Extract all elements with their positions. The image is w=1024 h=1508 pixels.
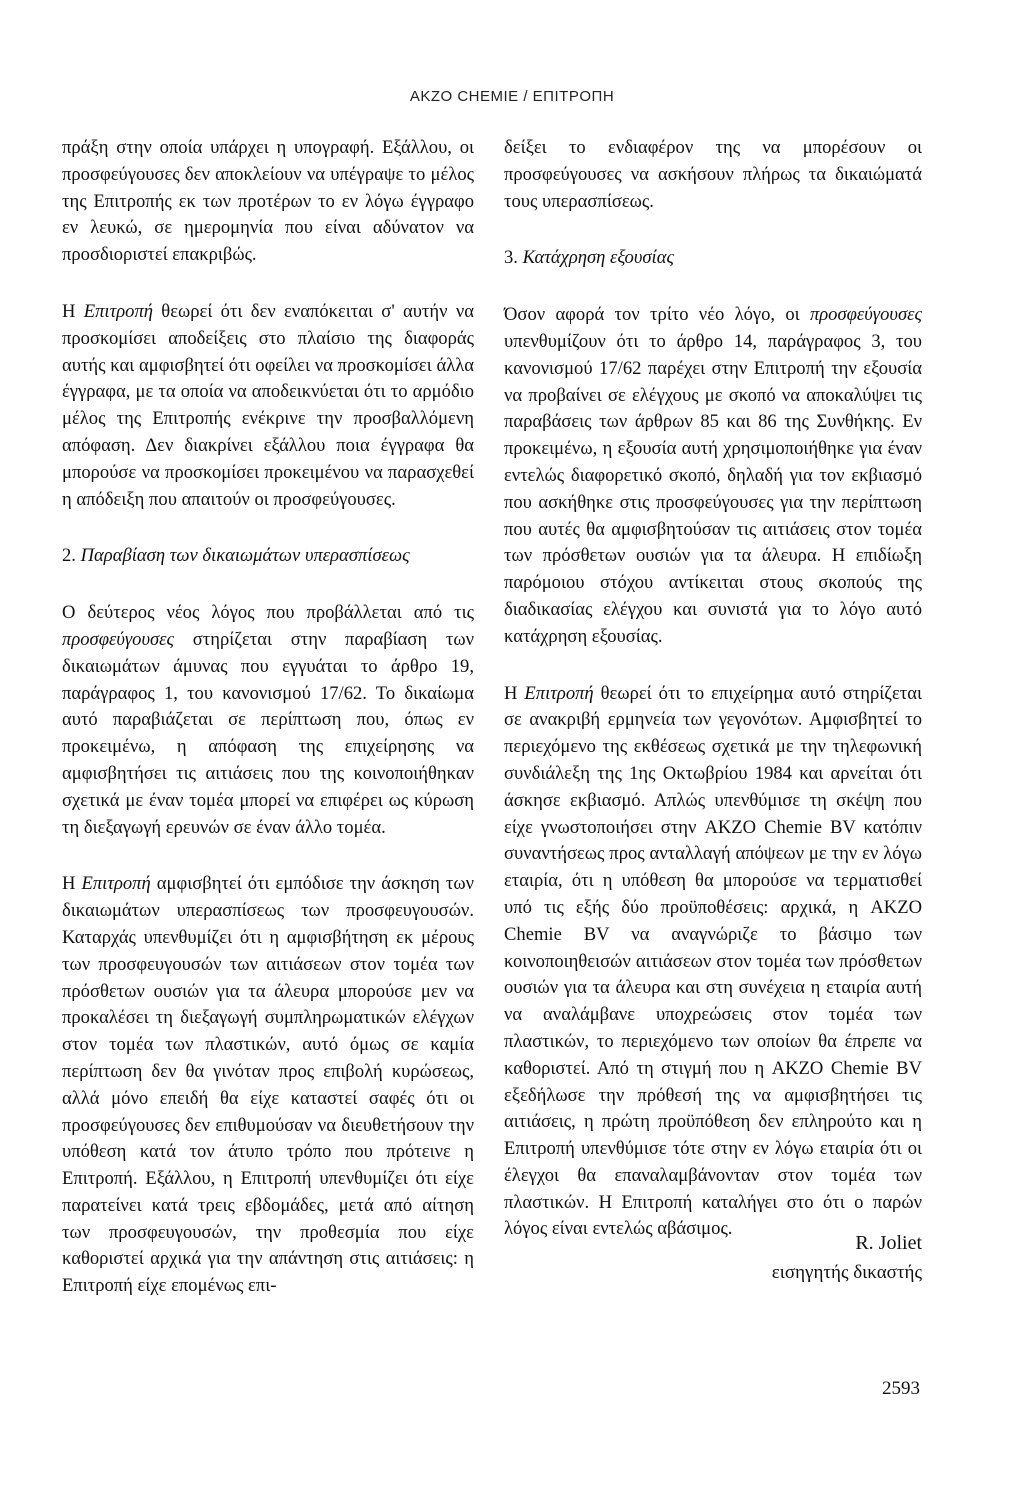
page-number: 2593	[882, 1378, 920, 1399]
paragraph-text: υπενθυμίζουν ότι το άρθρο 14, παράγραφος 3, του κανονισμού 17/62 παρέχει στην Επιτροπή την εξουσία να προβαίνει σε ελέγχους με σκοπό να αποκαλύψει τις παραβάσεις των άρθρων 85 και 86 της Συνθήκης. Εν προκειμένω, η εξουσία αυτή χρησιμοποιήθηκε για έναν εντελώς διαφορετικό σκοπό, δηλαδή για τον εκβιασμό που ασκήθηκε στις προσφεύγουσες για την περίπτωση που αυτές θα αμφισβητούσαν τις αιτιάσεις στον τομέα των πρόσθετων ουσιών για τα άλευρα. Η επιδίωξη παρόμοιου στόχου αντίκειται στους σκοπούς της διαδικασίας ελέγχου και συνιστά για το λόγο αυτό κατάχρηση εξουσίας.	[504, 330, 922, 647]
section-heading	[504, 245, 922, 272]
paragraph: δείξει το ενδιαφέρον της να μπορέσουν οι προσφεύγουσες να ασκήσουν πλήρως τα δικαιώματά τους υπερασπίσεως.	[504, 137, 922, 212]
emphasized-term: προσφεύγουσες	[809, 304, 922, 326]
paragraph	[62, 600, 474, 841]
emphasized-term: Επιτροπή	[524, 682, 594, 704]
left-column	[62, 135, 474, 1330]
paragraph: πράξη στην οποία υπάρχει η υπογραφή. Εξάλλου, οι προσφεύγουσες δεν αποκλείουν να υπέγραψε το μέλος της Επιτροπής εκ των προτέρων το εν λόγω έγγραφο εν λευκώ, σε ημερομηνία που είναι αδύνατον να προσδιοριστεί επακριβώς.	[62, 137, 474, 266]
paragraph-text: θεωρεί ότι το επιχείρημα αυτό στηρίζεται σε ανακριβή ερμηνεία των γεγονότων. Αμφισβητεί το περιεχόμενο της εκθέσεως σχετικά με την τηλεφωνική συνδιάλεξη της 1ης Οκτωβρίου 1984 και αρνείται ότι άσκησε εκβιασμό. Απλώς υπενθύμισε τη σκέψη που είχε γνωστοποιήσει στην AKZO Chemie BV κατόπιν συναντήσεως προς ανταλλαγή απόψεων με την εν λόγω εταιρία, ότι η υπόθεση θα μπορούσε να τερματισθεί υπό τις εξής δύο προϋποθέσεις: αρχικά, η AKZO Chemie BV να αναγνώριζε το βάσιμο των κοινοποιηθεισών αιτιάσεων στον τομέα των πρόσθετων ουσιών για τα άλευρα και στη συνέχεια η εταιρία αυτή να αναλάμβανε υποχρεώσεις στον τομέα των πλαστικών, το περιεχόμενο των οποίων θα έπρεπε να καθοριστεί. Από τη στιγμή που η AKZO Chemie BV εξεδήλωσε την πρόθεσή της να αμφισβητήσει τις αιτιάσεις, η πρώτη προϋπόθεση δεν επληρούτο και η Επιτροπή υπενθύμισε τότε στην εν λόγω εταιρία ότι οι έλεγχοι θα επαναλαμβάνονταν στον τομέα των πλαστικών. Η Επιτροπή καταλήγει στο ότι ο παρών λόγος είναι εντελώς αβάσιμος.	[504, 682, 922, 1240]
running-header: AKZO CHEMIE / ΕΠΙΤΡΟΠΗ	[409, 88, 615, 105]
signature-name: R. Joliet	[855, 1232, 922, 1254]
paragraph-text: θεωρεί ότι δεν εναπόκειται σ' αυτήν να προσκομίσει αποδείξεις στο πλαίσιο της διαφοράς αυτής και αμφισβητεί ότι οφείλει να προσκομίσει άλλα έγγραφα, με τα οποία να αποδεικνύεται ότι το αρμόδιο μέλος της Επιτροπής ενέκρινε την προσβαλλόμενη απόφαση. Δεν διακρίνει εξάλλου ποια έγγραφα θα μπορούσε να προσκομίσει προκειμένου να παρασχεθεί η απόδειξη που απαιτούν οι προσφεύγουσες.	[62, 300, 474, 510]
section-number: 2.	[62, 545, 76, 567]
paragraph	[62, 871, 474, 1300]
emphasized-term: προσφεύγουσες	[62, 628, 175, 650]
paragraph-text: αμφισβητεί ότι εμπόδισε την άσκηση των δικαιωμάτων υπερασπίσεως των προσφευγουσών. Καταρχάς υπενθυμίζει ότι η αμφισβήτηση εκ μέρους των προσφευγουσών των αιτιάσεων στον τομέα των πρόσθετων ουσιών για τα άλευρα μπορούσε μεν να προκαλέσει τη διεξαγωγή συμπληρωματικών ελέγχων στον τομέα των πλαστικών, αυτό όμως σε καμία περίπτωση δεν θα γινόταν προς επιβολή κυρώσεως, αλλά μόνο επειδή θα είχε καταστεί σαφές ότι οι προσφεύγουσες δεν επιθυμούσαν να διευθετήσουν την υπόθεση κατά τον άτυπο τρόπο που πρότεινε η Επιτροπή. Εξάλλου, η Επιτροπή υπενθυμίζει ότι είχε παρατείνει κατά τρεις εβδομάδες, μετά από αίτηση των προσφευγουσών, την προθεσμία που είχε καθοριστεί αρχικά για την απάντηση στις αιτιάσεις: η Επιτροπή είχε επομένως επι-	[62, 873, 474, 1297]
right-column	[504, 135, 922, 1273]
section-heading	[62, 543, 474, 570]
signature-block	[772, 1228, 922, 1288]
section-title: Παραβίαση των δικαιωμάτων υπερασπίσεως	[80, 545, 410, 567]
section-number: 3.	[504, 247, 518, 269]
paragraph-text: στηρίζεται στην παραβίαση των δικαιωμάτων άμυνας που εγγυάται το άρθρο 19, παράγραφος 1, του κανονισμού 17/62. Το δικαίωμα αυτό παραβιάζεται σε περίπτωση που, όπως εν προκειμένω, η απόφαση της επιχείρησης να αμφισβητήσει τις αιτιάσεις που της κοινοποιήθηκαν σχετικά με έναν τομέα μπορεί να επιφέρει ως κύρωση τη διεξαγωγή ερευνών σε έναν άλλο τομέα.	[62, 628, 474, 838]
paragraph-prefix: Η	[62, 873, 76, 895]
emphasized-term: Επιτροπή	[83, 300, 153, 322]
paragraph-prefix: Η	[62, 300, 76, 322]
paragraph	[62, 299, 474, 513]
paragraph-prefix: Ο δεύτερος νέος λόγος που προβάλλεται από τις	[62, 602, 474, 624]
section-title: Κατάχρηση εξουσίας	[522, 247, 675, 269]
paragraph	[504, 681, 922, 1244]
emphasized-term: Επιτροπή	[81, 873, 151, 895]
paragraph-prefix: Όσον αφορά τον τρίτο νέο λόγο, οι	[504, 304, 800, 326]
paragraph-prefix: Η	[504, 682, 518, 704]
signature-role: εισηγητής δικαστής	[771, 1262, 922, 1283]
paragraph	[504, 302, 922, 650]
